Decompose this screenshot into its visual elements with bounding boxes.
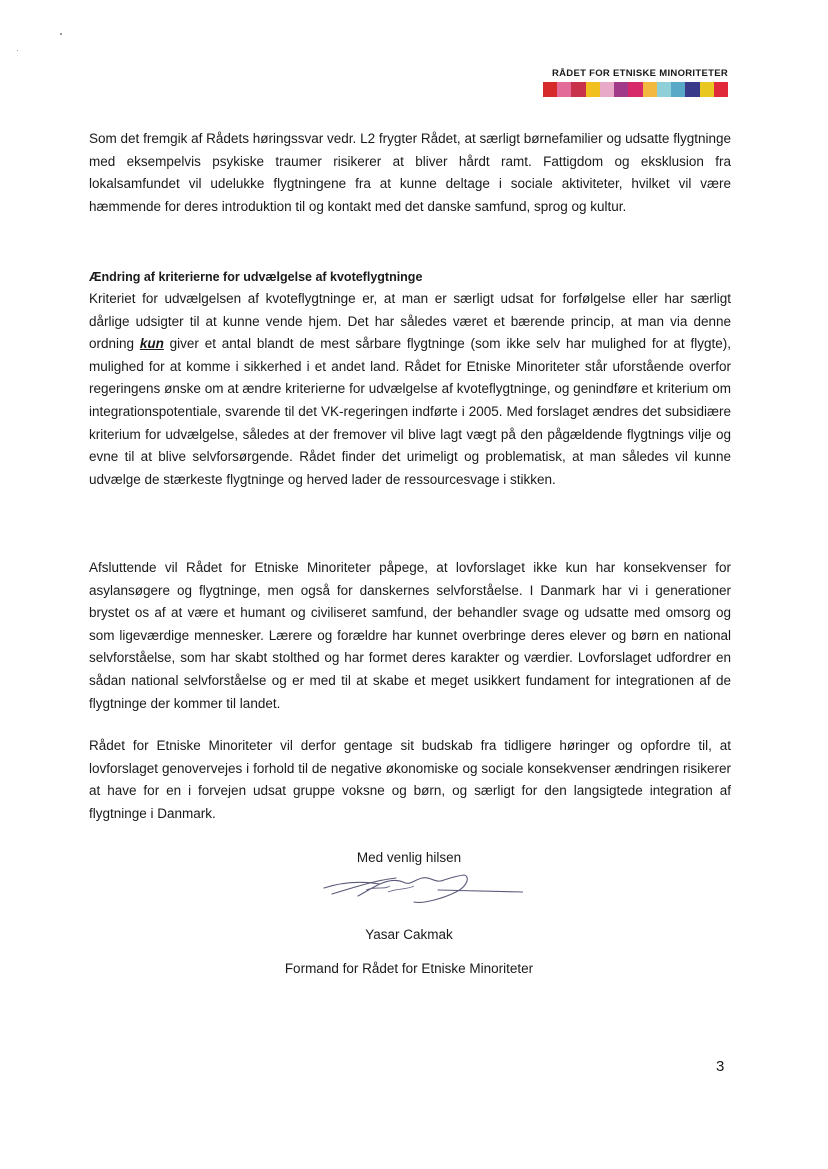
logo-stripe: [543, 82, 557, 97]
logo-stripe: [557, 82, 571, 97]
logo-text: RÅDET FOR ETNISKE MINORITETER: [551, 68, 728, 79]
emphasized-word: kun: [139, 336, 164, 352]
handwritten-signature: [318, 866, 523, 910]
logo-stripe: [614, 82, 628, 97]
logo-stripe: [671, 82, 685, 97]
closing-greeting: Med venlig hilsen: [356, 850, 462, 865]
logo-stripe: [714, 82, 728, 97]
signer-title: Formand for Rådet for Etniske Minoriteter: [284, 961, 534, 976]
logo-stripe: [700, 82, 714, 97]
scan-speck: [17, 50, 18, 51]
paragraph-intro: Som det fremgik af Rådets høringssvar vedr. L2 frygter Rådet, at særligt børnefamilier og udsatte flygtninge med eksempelvis psykiske traumer risikerer at bliver hårdt ramt. Fattigdom og eksklusion fra lokalsamfundet vil udelukke flygtningene fra at kunne deltage i sociale aktiviteter, hvilket vil være hæmmende for deres introduktion til og kontakt med det danske samfund, sprog og kultur.: [89, 131, 731, 214]
logo-stripe: [628, 82, 642, 97]
logo-stripe: [586, 82, 600, 97]
section-heading: Ændring af kriterierne for udvælgelse af kvoteflygtninge: [89, 270, 423, 284]
logo-color-stripes: [543, 82, 728, 97]
paragraph-criteria: [89, 288, 731, 491]
signer-name: Yasar Cakmak: [365, 927, 453, 942]
organization-logo: [543, 68, 728, 97]
page-number: 3: [716, 1058, 725, 1075]
paragraph-appeal: Rådet for Etniske Minoriteter vil derfor gentage sit budskab fra tidligere høringer og opfordre til, at lovforslaget genovervejes i forhold til de negative økonomiske og sociale konsekvenser ændringen risikerer at have for en i forvejen udsat gruppe voksne og børn, og særligt for den langsigtede integration af flygtninge i Danmark.: [89, 738, 731, 821]
logo-stripe: [600, 82, 614, 97]
paragraph-conclusion: Afsluttende vil Rådet for Etniske Minoriteter påpege, at lovforslaget ikke kun har konsekvenser for asylansøgere og flygtninge, men også for danskernes selvforståelse. I Danmark har vi i generationer brystet os af at være et humant og civiliseret samfund, der behandler svage og udsatte med omsorg og som ligeværdige mennesker. Lærere og forældre har kunnet overbringe deres elever og børn en national selvforståelse, som har skabt stolthed og har formet deres karakter og værdier. Lovforslaget udfordrer en sådan national selvforståelse og er med til at skabe et meget usikkert fundament for integrationen af de flygtninge der kommer til landet.: [89, 560, 731, 711]
logo-stripe: [571, 82, 585, 97]
logo-stripe: [657, 82, 671, 97]
paragraph-criteria-part-2: giver et antal blandt de mest sårbare flygtninge (som ikke selv har mulighed for at flygte), mulighed for at komme i sikkerhed i et andet land. Rådet for Etniske Minoriteter står uforstående overfor regeringens ønske om at ændre kriterierne for udvælgelse af kvoteflygtninge, og genindføre et kriterium om integrationspotentiale, svarende til det VK-regeringen indførte i 2005. Med forslaget ændres det subsidiære kriterium for udvælgelse, således at der fremover vil blive lagt vægt på den pågældende flygtnings vilje og evne til at blive selvforsørgende. Rådet finder det urimeligt og problematisk, at man således vil kunne udvælge de stærkeste flygtninge og herved lader de ressourcesvage i stikken.: [89, 336, 731, 487]
paragraph-criteria-part-1: Kriteriet for udvælgelsen af kvoteflygtninge er, at man er særligt udsat for forfølgelse eller har særligt dårlige udsigter til at kunne vende hjem. Det har således været et bærende princip, at man via denne ordning: [89, 291, 731, 352]
logo-stripe: [643, 82, 657, 97]
scan-speck: [60, 33, 62, 35]
logo-stripe: [685, 82, 699, 97]
